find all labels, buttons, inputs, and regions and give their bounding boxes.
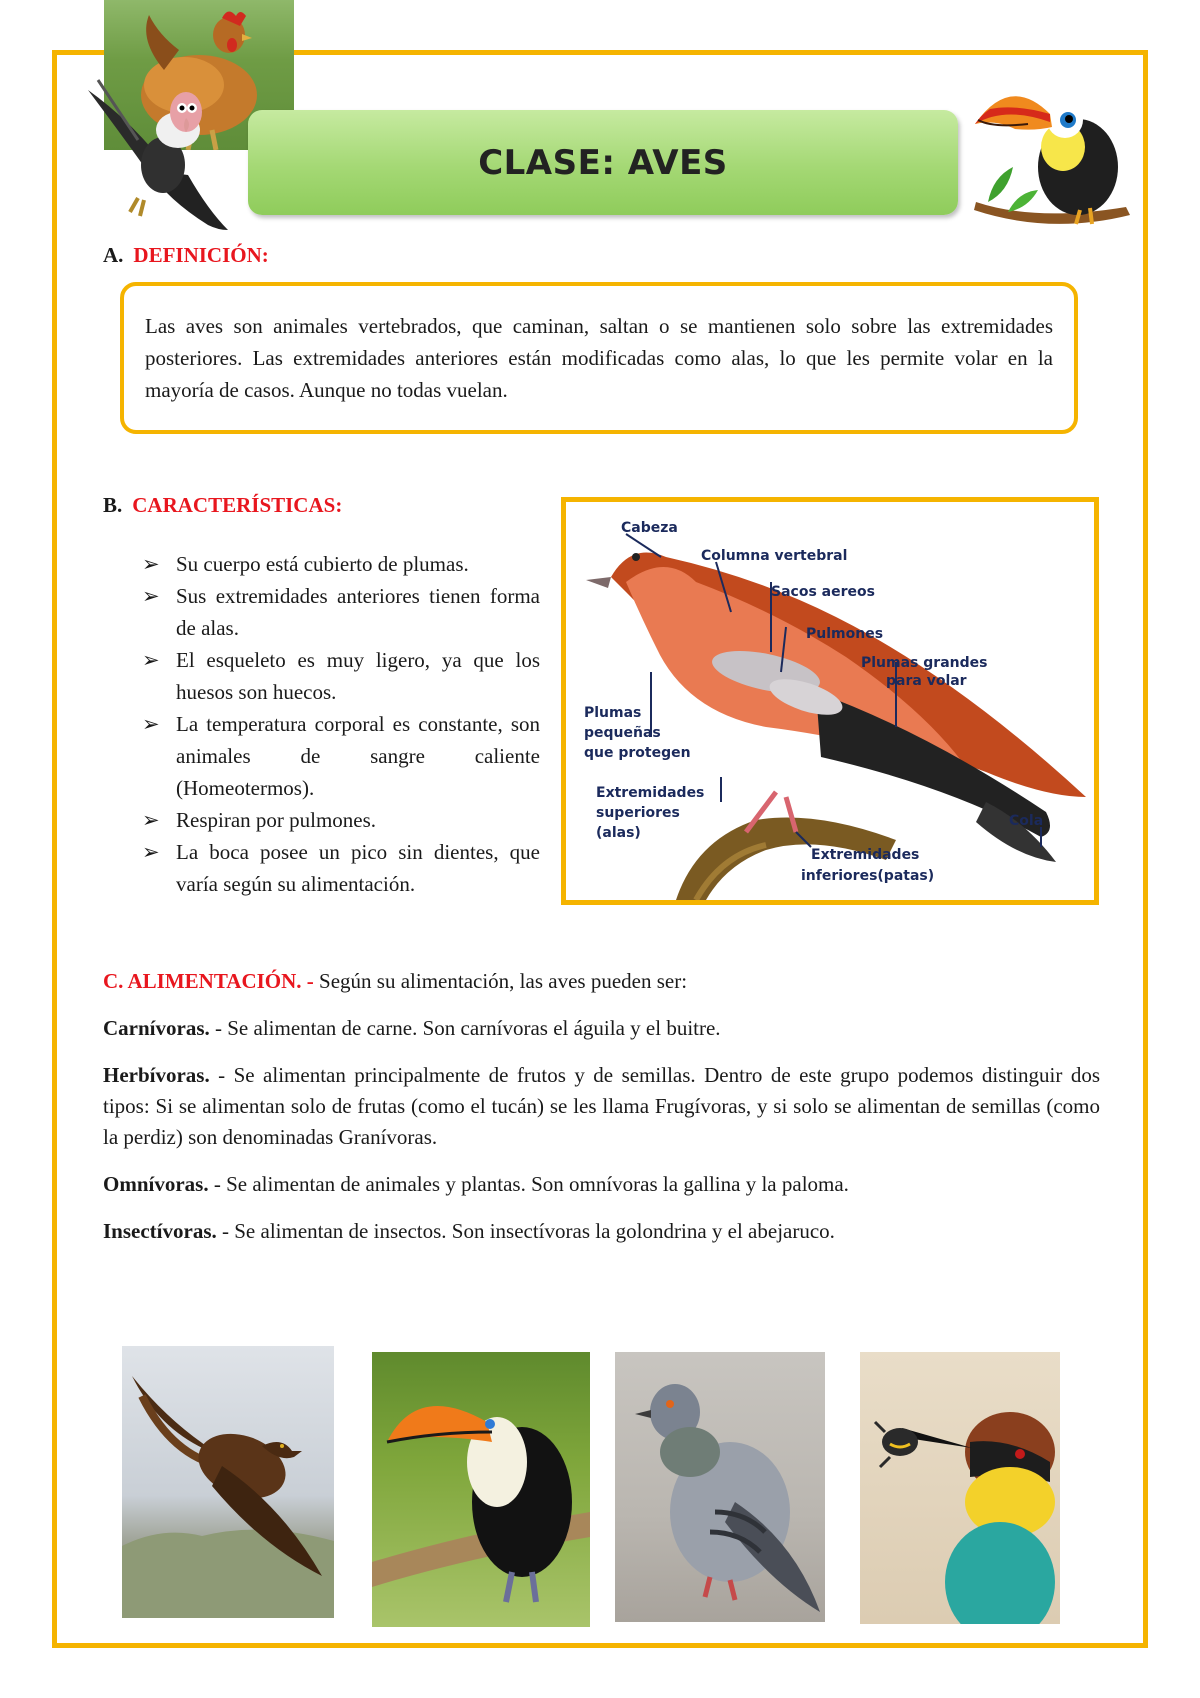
label-superiores: superiores xyxy=(596,805,680,821)
section-b-heading xyxy=(103,493,342,518)
section-letter: A. xyxy=(103,243,124,267)
section-a-heading xyxy=(103,243,269,268)
list-item xyxy=(140,708,540,804)
feeding-type-name: Insectívoras. xyxy=(103,1219,217,1243)
bird-anatomy-figure xyxy=(566,502,1094,900)
list-item xyxy=(140,580,540,644)
definition-text: Las aves son animales vertebrados, que caminan, saltan o se mantienen solo sobre las extremidades posteriores. Las extremidades anteriores están modificadas como alas, lo que les permite volar en la mayoría de casos. Aunque no todas vuelan. xyxy=(145,314,1053,402)
section-label: C. ALIMENTACIÓN. - xyxy=(103,969,314,993)
feeding-type xyxy=(103,1169,1100,1200)
label-plumas-grandes: Plumas grandes xyxy=(861,655,988,671)
list-item xyxy=(140,548,540,580)
toucan-cartoon xyxy=(968,62,1138,237)
list-item-text: La temperatura corporal es constante, son animales de sangre caliente (Homeotermos). xyxy=(176,712,540,800)
list-item xyxy=(140,644,540,708)
label-sacos-aereos: Sacos aereos xyxy=(771,584,875,600)
arrow-bullet-icon: ➢ xyxy=(142,808,160,832)
feeding-type-text: - Se alimentan de carne. Son carnívoras el águila y el buitre. xyxy=(209,1016,721,1040)
feeding-type-name: Carnívoras. xyxy=(103,1016,210,1040)
feeding-type xyxy=(103,1216,1100,1247)
bird-anatomy-diagram xyxy=(561,497,1099,905)
feeding-type-text: - Se alimentan principalmente de frutos y de semillas. Dentro de este grupo podemos distinguir dos tipos: Si se alimentan solo de frutas (como el tucán) se les llama Frugívoras, y si solo se alimentan de semillas (como la perdiz) son denominadas Granívoras. xyxy=(103,1063,1100,1149)
condor-cartoon xyxy=(78,70,238,240)
page-title: CLASE: AVES xyxy=(478,142,728,183)
arrow-bullet-icon: ➢ xyxy=(142,712,160,736)
section-label: DEFINICIÓN: xyxy=(133,243,269,267)
label-cola: Cola xyxy=(1009,813,1044,829)
label-que-protegen: que protegen xyxy=(584,745,691,761)
label-extremidades-inf: Extremidades xyxy=(811,847,920,863)
label-inferiores-patas: inferiores(patas) xyxy=(801,868,935,884)
title-banner xyxy=(248,110,958,215)
arrow-bullet-icon: ➢ xyxy=(142,648,160,672)
section-intro: Según su alimentación, las aves pueden ser: xyxy=(313,969,688,993)
toucan-photo xyxy=(372,1352,590,1627)
feeding-type xyxy=(103,1060,1100,1153)
section-label: CARACTERÍSTICAS: xyxy=(132,493,343,517)
feeding-type-name: Herbívoras. xyxy=(103,1063,210,1087)
label-pequenas: pequeñas xyxy=(584,725,661,741)
label-columna-vertebral: Columna vertebral xyxy=(701,548,848,564)
label-cabeza: Cabeza xyxy=(621,520,678,536)
arrow-bullet-icon: ➢ xyxy=(142,840,160,864)
feeding-type-text: - Se alimentan de animales y plantas. Son omnívoras la gallina y la paloma. xyxy=(208,1172,849,1196)
arrow-bullet-icon: ➢ xyxy=(142,552,160,576)
label-plumas: Plumas xyxy=(584,705,642,721)
section-letter: B. xyxy=(103,493,123,517)
label-extremidades-sup: Extremidades xyxy=(596,785,705,801)
label-pulmones: Pulmones xyxy=(806,626,884,642)
list-item-text: El esqueleto es muy ligero, ya que los huesos son huecos. xyxy=(176,648,540,704)
arrow-bullet-icon: ➢ xyxy=(142,584,160,608)
feeding-type-name: Omnívoras. xyxy=(103,1172,209,1196)
list-item-text: La boca posee un pico sin dientes, que varía según su alimentación. xyxy=(176,840,540,896)
bee-eater-photo xyxy=(860,1352,1060,1624)
list-item xyxy=(140,804,540,836)
section-c-heading xyxy=(103,969,687,994)
feeding-type-text: - Se alimentan de insectos. Son insectívoras la golondrina y el abejaruco. xyxy=(216,1219,835,1243)
label-alas: (alas) xyxy=(596,825,641,841)
list-item xyxy=(140,836,540,900)
list-item-text: Su cuerpo está cubierto de plumas. xyxy=(176,552,469,576)
feeding-type xyxy=(103,1013,1100,1044)
list-item-text: Respiran por pulmones. xyxy=(176,808,377,832)
pigeon-photo xyxy=(615,1352,825,1622)
characteristics-list xyxy=(140,548,540,900)
label-para-volar: para volar xyxy=(886,673,967,689)
eagle-photo xyxy=(122,1346,334,1618)
list-item-text: Sus extremidades anteriores tienen forma de alas. xyxy=(176,584,540,640)
